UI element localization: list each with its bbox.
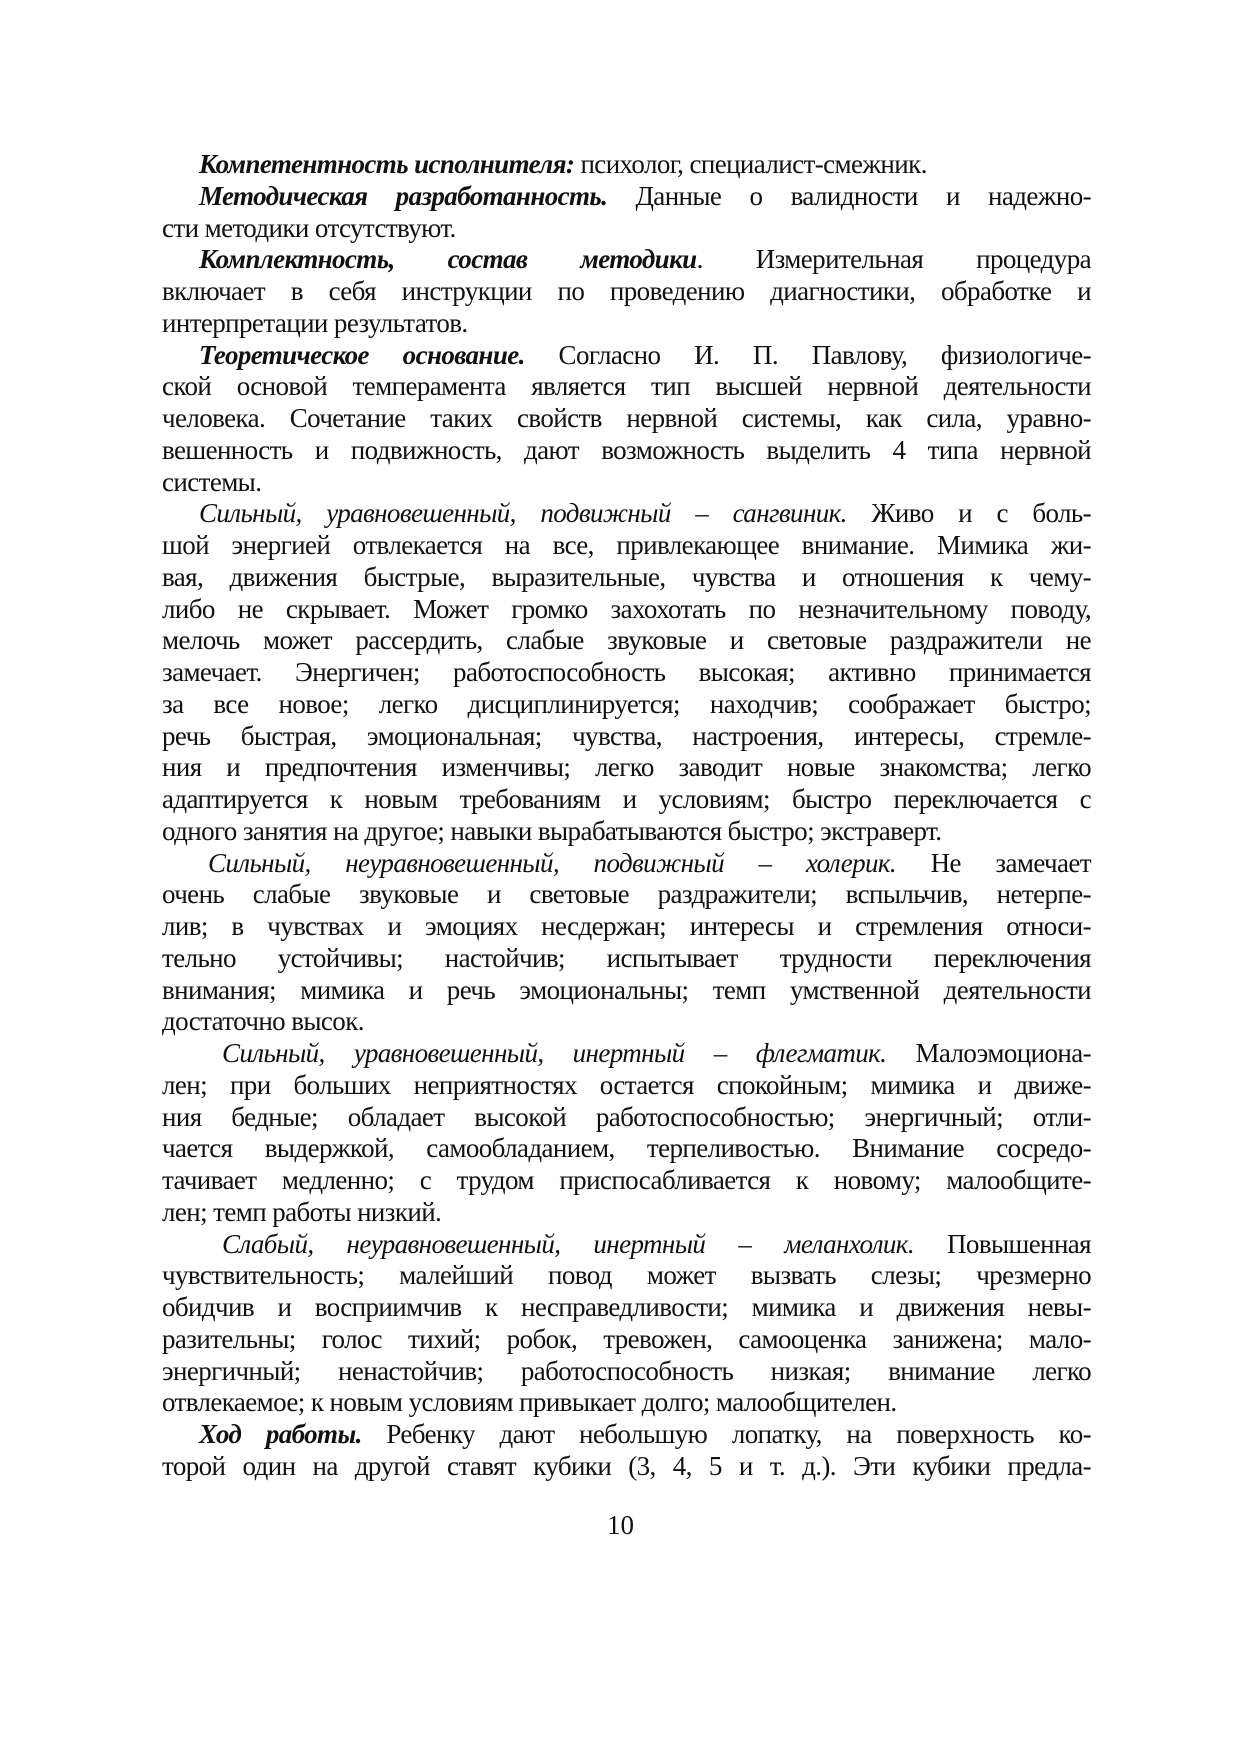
section-heading: Ход работы. [199,1419,362,1449]
text-line [162,848,1091,880]
body-text: человека. Сочетание таких свойств нервной системы, как сила, уравно- [162,403,1091,433]
paragraph [162,181,1091,245]
paragraph [162,149,1091,181]
text-line [162,816,1091,848]
body-text: замечает. Энергичен; работоспособность высокая; активно принимается [162,657,1091,687]
page-number: 10 [607,1510,634,1540]
body-text: психолог, специалист-смежник. [574,149,927,179]
body-text: очень слабые звуковые и световые раздражители; вспыльчив, нетерпе- [162,879,1091,910]
body-text: разительны; голос тихий; робок, тревожен, самооценка занижена; мало- [162,1323,1091,1354]
temperament-type-label: Сильный, неуравновешенный, подвижный – холерик. [208,847,897,878]
body-text: вешенность и подвижность, дают возможность выделить 4 типа нервной [162,434,1091,465]
text-line [162,784,1091,816]
body-text: обидчив и восприимчив к несправедливости; мимика и движения невы- [162,1292,1091,1322]
text-line [162,498,1091,530]
paragraph [162,848,1091,1039]
temperament-type-label: Сильный, уравновешенный, подвижный – сангвиник. [199,498,847,529]
text-line [162,1197,1091,1229]
text-line [162,562,1091,594]
text-line [162,1006,1091,1038]
temperament-type-label: Слабый, неуравновешенный, инертный – меланхолик. [222,1228,914,1259]
body-text: Повышенная [914,1228,1091,1259]
body-text: чувствительность; малейший повод может вызвать слезы; чрезмерно [162,1260,1091,1291]
body-text: тачивает медленно; с трудом приспосабливается к новому; малообщите- [162,1165,1091,1195]
text-line [162,1133,1091,1165]
body-text: сти методики отсутствуют. [162,212,456,243]
text-line [162,371,1091,403]
body-text: интерпретации результатов. [162,307,468,338]
body-text: . Измерительная процедура [696,244,1091,275]
text-line [162,467,1091,499]
paragraph [162,244,1091,339]
section-heading: Методическая разработанность. [199,180,608,211]
body-text: внимания; мимика и речь эмоциональны; темп умственной деятельности [162,974,1091,1005]
body-text: Не замечает [896,847,1091,878]
body-text: Согласно И. П. Павлову, физиологиче- [524,339,1091,370]
body-text: либо не скрывает. Может громко захохотать по незначительному поводу, [162,593,1091,624]
text-line [162,1419,1091,1451]
text-line [162,1292,1091,1324]
body-text: энергичный; ненастойчив; работоспособность низкая; внимание легко [162,1355,1091,1386]
body-text: включает в себя инструкции по проведению диагностики, обработке и [162,276,1091,306]
body-text: Данные о валидности и надежно- [607,180,1091,211]
text-line [162,244,1091,276]
section-heading: Компетентность исполнителя: [199,149,575,179]
body-text: ния бедные; обладает высокой работоспособностью; энергичный; отли- [162,1101,1091,1132]
text-line [162,1356,1091,1388]
text-line [162,340,1091,372]
body-text: ния и предпочтения изменчивы; легко заводит новые знакомства; легко [162,752,1091,783]
text-line [162,530,1091,562]
body-text: за все новое; легко дисциплинируется; находчив; соображает быстро; [162,688,1091,719]
body-text: торой один на другой ставят кубики (3, 4, 5 и т. д.). Эти кубики предла- [162,1450,1091,1481]
text-line [162,1451,1091,1483]
text-line [162,721,1091,753]
paragraph [162,340,1091,499]
text-line [162,1387,1091,1419]
body-text: достаточно высок. [162,1006,364,1037]
body-text: системы. [162,466,262,497]
text-line [162,1324,1091,1356]
body-text: речь быстрая, эмоциональная; чувства, настроения, интересы, стремле- [162,720,1091,751]
text-line [162,1165,1091,1197]
body-text: чается выдержкой, самообладанием, терпеливостью. Внимание сосредо- [162,1133,1091,1164]
page-body [162,149,1091,1483]
text-line [162,689,1091,721]
body-text: лив; в чувствах и эмоциях несдержан; интересы и стремления относи- [162,911,1091,941]
text-line [162,752,1091,784]
text-line [162,594,1091,626]
paragraph [162,1229,1091,1420]
body-text: лен; темп работы низкий. [162,1196,442,1227]
body-text: адаптируется к новым требованиям и условиям; быстро переключается с [162,784,1091,814]
paragraph [162,1419,1091,1483]
body-text: лен; при больших неприятностях остается спокойным; мимика и движе- [162,1069,1091,1100]
text-line [162,975,1091,1007]
text-line [162,879,1091,911]
body-text: шой энергией отвлекается на все, привлекающее внимание. Мимика жи- [162,530,1091,560]
paragraph [162,1038,1091,1229]
text-line [162,149,1091,181]
section-heading: Теоретическое основание. [199,339,525,370]
body-text: мелочь может рассердить, слабые звуковые и световые раздражители не [162,625,1091,656]
paragraph [162,498,1091,847]
text-line [162,943,1091,975]
text-line [162,435,1091,467]
text-line [162,1070,1091,1102]
body-text: одного занятия на другое; навыки вырабатываются быстро; экстраверт. [162,815,942,846]
body-text: тельно устойчивы; настойчив; испытывает трудности переключения [162,942,1091,973]
body-text: отвлекаемое; к новым условиям привыкает долго; малообщителен. [162,1387,897,1418]
text-line [162,625,1091,657]
text-line [162,308,1091,340]
body-text: Малоэмоциона- [886,1038,1091,1068]
text-line [162,403,1091,435]
text-line [162,276,1091,308]
text-line [162,1260,1091,1292]
body-text: Живо и с боль- [846,498,1091,529]
temperament-type-label: Сильный, уравновешенный, инертный – флегматик. [222,1038,887,1068]
text-line [162,1102,1091,1134]
body-text: Ребенку дают небольшую лопатку, на поверхность ко- [361,1419,1091,1449]
body-text: ской основой темперамента является тип высшей нервной деятельности [162,371,1091,402]
body-text: вая, движения быстрые, выразительные, чувства и отношения к чему- [162,561,1091,592]
text-line [162,213,1091,245]
text-line [162,1038,1091,1070]
text-line [162,1229,1091,1261]
section-heading: Комплектность, состав методики [199,244,697,275]
text-line [162,181,1091,213]
text-line [162,657,1091,689]
text-line [162,911,1091,943]
